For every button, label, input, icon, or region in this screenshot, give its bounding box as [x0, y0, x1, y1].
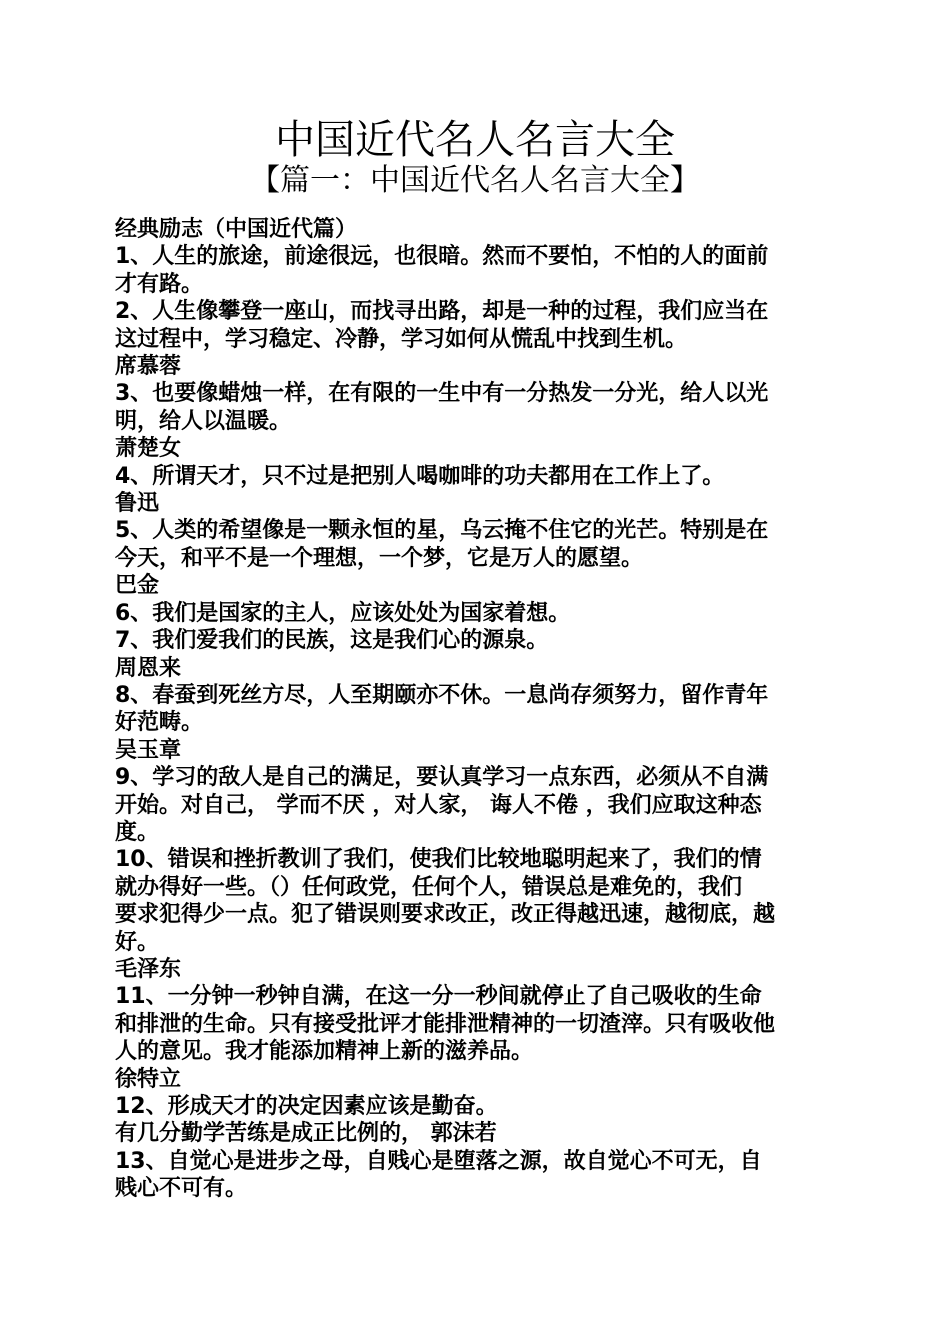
document-title: 中国近代名人名言大全: [275, 117, 675, 163]
text-line: 吴玉章: [115, 737, 182, 763]
text-line: 3、也要像蜡烛一样，在有限的一生中有一分热发一分光，给人以光: [115, 381, 769, 407]
text-line: 鲁迅: [115, 491, 160, 517]
text-line: 13、自觉心是进步之母，自贱心是堕落之源，故自觉心不可无，自: [115, 1148, 762, 1174]
text-line: 11、一分钟一秒钟自满，在这一分一秒间就停止了自己吸收的生命: [115, 984, 762, 1010]
text-line: 6、我们是国家的主人，应该处处为国家着想。: [115, 600, 571, 626]
text-line: 经典励志（中国近代篇）: [115, 217, 358, 242]
text-line: 巴金: [115, 573, 160, 599]
text-line: 徐特立: [115, 1066, 182, 1092]
text-line: 好。: [115, 929, 160, 955]
text-line: 今天，和平不是一个理想，一个梦，它是万人的愿望。: [115, 545, 644, 571]
text-line: 7、我们爱我们的民族，这是我们心的源泉。: [115, 628, 549, 654]
text-line: 好范畴。: [115, 710, 204, 736]
text-line: 2、人生像攀登一座山，而找寻出路，却是一种的过程，我们应当在: [115, 299, 769, 325]
document-body: [115, 216, 835, 1203]
text-line: 9、学习的敌人是自己的满足，要认真学习一点东西，必须从不自满: [115, 765, 769, 791]
text-line: 周恩来: [115, 655, 182, 681]
text-line: 就办得好一些。（）任何政党，任何个人，错误总是难免的，我们: [115, 874, 743, 900]
text-line: 才有路。: [115, 271, 204, 297]
text-line: 这过程中，学习稳定、冷静，学习如何从慌乱中找到生机。: [115, 326, 688, 352]
text-line: 萧楚女: [115, 436, 182, 462]
text-line: 5、人类的希望像是一颗永恒的星，乌云掩不住它的光芒。特别是在: [115, 518, 769, 544]
text-line: 12、形成天才的决定因素应该是勤奋。: [115, 1094, 498, 1119]
text-line: 度。: [115, 819, 160, 845]
text-line: 8、春蚕到死丝方尽，人至期颐亦不休。一息尚存须努力，留作青年: [115, 682, 769, 708]
document-subtitle: 【篇一：中国近代名人名言大全】: [250, 163, 700, 198]
text-line: 要求犯得少一点。犯了错误则要求改正，改正得越迅速，越彻底，越: [115, 902, 776, 928]
text-line: 人的意见。我才能添加精神上新的滋养品。: [115, 1039, 534, 1065]
text-line: 有几分勤学苦练是成正比例的， 郭沫若: [115, 1121, 497, 1147]
text-line: 席慕蓉: [115, 354, 182, 380]
text-line: 4、所谓天才，只不过是把别人喝咖啡的功夫都用在工作上了。: [115, 463, 725, 489]
text-line: 毛泽东: [115, 956, 182, 982]
text-line: 和排泄的生命。只有接受批评才能排泄精神的一切渣滓。只有吸收他: [115, 1011, 776, 1037]
text-line: 1、人生的旅途，前途很远，也很暗。然而不要怕，不怕的人的面前: [115, 244, 769, 270]
text-line: 明，给人以温暖。: [115, 408, 292, 434]
text-line: 10、错误和挫折教训了我们，使我们比较地聪明起来了，我们的情: [115, 847, 762, 873]
text-line: 贱心不可有。: [115, 1176, 248, 1202]
text-line: 开始。对自己， 学而不厌 ，对人家， 诲人不倦 ，我们应取这种态: [115, 792, 762, 818]
